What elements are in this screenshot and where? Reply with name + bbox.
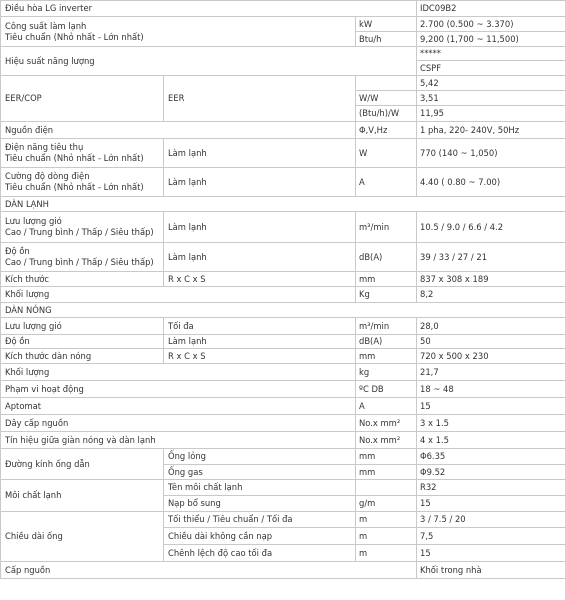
table-row <box>1 562 565 579</box>
power-source-label: Nguồn điện <box>1 122 356 139</box>
model-code: IDC09B2 <box>417 1 565 17</box>
table-row <box>1 512 565 528</box>
cspf-label: CSPF <box>417 61 565 76</box>
capacity-value-kw: 2.700 (0.500 ~ 3.370) <box>417 17 565 32</box>
table-row <box>1 415 565 432</box>
table-row <box>1 398 565 415</box>
capacity-value-btu: 9,200 (1,700 ~ 11,500) <box>417 32 565 47</box>
table-row <box>1 318 565 335</box>
outdoor-weight-unit: kg <box>356 364 417 381</box>
pipe-height-label: Chênh lệch độ cao tối đa <box>164 545 356 562</box>
capacity-unit-btu: Btu/h <box>356 32 417 47</box>
consumption-label <box>1 139 164 168</box>
power-supply-label: Cấp nguồn <box>1 562 417 579</box>
pipe-length-nocharge-unit: m <box>356 528 417 545</box>
table-row <box>1 449 565 465</box>
refrigerant-name-label: Tên môi chất lạnh <box>164 480 356 496</box>
table-row <box>1 139 565 168</box>
indoor-noise-mode: Làm lạnh <box>164 243 356 272</box>
blank-cell <box>356 480 417 496</box>
power-cable-label: Dây cấp nguồn <box>1 415 356 432</box>
signal-cable-value: 4 x 1.5 <box>417 432 565 449</box>
pipe-liquid-value: Φ6.35 <box>417 449 565 465</box>
outdoor-section-header: DÀN NÓNG <box>1 303 565 318</box>
operating-range-value: 18 ~ 48 <box>417 381 565 398</box>
outdoor-size-unit: mm <box>356 349 417 364</box>
cspf-value: 5,42 <box>417 76 565 91</box>
outdoor-airflow-mode: Tối đa <box>164 318 356 335</box>
indoor-size-unit: mm <box>356 272 417 287</box>
refrigerant-charge-label: Nạp bổ sung <box>164 496 356 512</box>
outdoor-size-label: Kích thước dàn nóng <box>1 349 164 364</box>
indoor-airflow-unit: m³/min <box>356 212 417 243</box>
capacity-label-line2: Tiêu chuẩn (Nhỏ nhất - Lớn nhất) <box>5 31 144 42</box>
table-row <box>1 122 565 139</box>
operating-range-unit: ºC DB <box>356 381 417 398</box>
outdoor-size-dims: R x C x S <box>164 349 356 364</box>
eer-unit-btu: (Btu/h)/W <box>356 106 417 122</box>
pipe-gas-unit: mm <box>356 465 417 480</box>
current-label <box>1 168 164 197</box>
current-unit: A <box>356 168 417 197</box>
outdoor-airflow-unit: m³/min <box>356 318 417 335</box>
power-source-value: 1 pha, 220- 240V, 50Hz <box>417 122 565 139</box>
table-row <box>1 364 565 381</box>
current-label-line2: Tiêu chuẩn (Nhỏ nhất - Lớn nhất) <box>5 182 144 192</box>
consumption-label-line1: Điện năng tiêu thụ <box>5 142 84 152</box>
table-row <box>1 212 565 243</box>
eer-value-ww: 3,51 <box>417 91 565 106</box>
pipe-length-std-label: Tối thiểu / Tiêu chuẩn / Tối đa <box>164 512 356 528</box>
refrigerant-charge-value: 15 <box>417 496 565 512</box>
table-row <box>1 1 565 17</box>
consumption-mode: Làm lạnh <box>164 139 356 168</box>
indoor-noise-label-line2: Cao / Trung bình / Thấp / Siêu thấp) <box>5 257 154 267</box>
eer-label: EER <box>164 76 356 122</box>
pipe-height-unit: m <box>356 545 417 562</box>
signal-cable-unit: No.x mm² <box>356 432 417 449</box>
current-value: 4.40 ( 0.80 ~ 7.00) <box>417 168 565 197</box>
table-row <box>1 432 565 449</box>
outdoor-noise-mode: Làm lạnh <box>164 335 356 349</box>
indoor-noise-unit: dB(A) <box>356 243 417 272</box>
consumption-label-line2: Tiêu chuẩn (Nhỏ nhất - Lớn nhất) <box>5 153 144 163</box>
pipe-liquid-unit: mm <box>356 449 417 465</box>
power-source-unit: Φ,V,Hz <box>356 122 417 139</box>
indoor-noise-label <box>1 243 164 272</box>
power-cable-unit: No.x mm² <box>356 415 417 432</box>
pipe-length-nocharge-label: Chiều dài không cần nạp <box>164 528 356 545</box>
pipe-height-value: 15 <box>417 545 565 562</box>
outdoor-weight-label: Khối lượng <box>1 364 356 381</box>
consumption-value: 770 (140 ~ 1,050) <box>417 139 565 168</box>
breaker-unit: A <box>356 398 417 415</box>
capacity-label <box>1 17 356 47</box>
outdoor-noise-label: Độ ồn <box>1 335 164 349</box>
indoor-airflow-value: 10.5 / 9.0 / 6.6 / 4.2 <box>417 212 565 243</box>
outdoor-noise-value: 50 <box>417 335 565 349</box>
indoor-noise-value: 39 / 33 / 27 / 21 <box>417 243 565 272</box>
indoor-airflow-mode: Làm lạnh <box>164 212 356 243</box>
capacity-unit-kw: kW <box>356 17 417 32</box>
breaker-label: Aptomat <box>1 398 356 415</box>
pipe-length-std-unit: m <box>356 512 417 528</box>
indoor-noise-label-line1: Độ ồn <box>5 246 30 256</box>
pipe-gas-value: Φ9.52 <box>417 465 565 480</box>
indoor-size-value: 837 x 308 x 189 <box>417 272 565 287</box>
outdoor-airflow-value: 28,0 <box>417 318 565 335</box>
outdoor-weight-value: 21,7 <box>417 364 565 381</box>
table-row <box>1 76 565 91</box>
refrigerant-charge-unit: g/m <box>356 496 417 512</box>
consumption-unit: W <box>356 139 417 168</box>
current-label-line1: Cường độ dòng điện <box>5 171 90 181</box>
table-row <box>1 381 565 398</box>
efficiency-label: Hiệu suất năng lượng <box>1 47 417 76</box>
indoor-size-label: Kích thước <box>1 272 164 287</box>
capacity-label-line1: Công suất làm lạnh <box>5 20 87 31</box>
pipe-gas-label: Ống gas <box>164 465 356 480</box>
table-row <box>1 480 565 496</box>
outdoor-airflow-label: Lưu lượng gió <box>1 318 164 335</box>
table-row <box>1 349 565 364</box>
power-cable-value: 3 x 1.5 <box>417 415 565 432</box>
eer-value-btu: 11,95 <box>417 106 565 122</box>
table-row <box>1 168 565 197</box>
eer-cop-label: EER/COP <box>1 76 164 122</box>
breaker-value: 15 <box>417 398 565 415</box>
refrigerant-label: Môi chất lạnh <box>1 480 164 512</box>
indoor-section-header: DÀN LẠNH <box>1 197 565 212</box>
indoor-airflow-label <box>1 212 164 243</box>
eer-unit-ww: W/W <box>356 91 417 106</box>
table-row <box>1 47 565 61</box>
indoor-weight-value: 8,2 <box>417 287 565 303</box>
table-row <box>1 243 565 272</box>
indoor-weight-unit: Kg <box>356 287 417 303</box>
pipe-diameter-label: Đường kính ống dẫn <box>1 449 164 480</box>
indoor-weight-label: Khối lượng <box>1 287 356 303</box>
pipe-liquid-label: Ống lỏng <box>164 449 356 465</box>
pipe-length-std-value: 3 / 7.5 / 20 <box>417 512 565 528</box>
power-supply-value: Khối trong nhà <box>417 562 565 579</box>
indoor-airflow-label-line2: Cao / Trung bình / Thấp / Siêu thấp) <box>5 227 154 237</box>
signal-cable-label: Tín hiệu giữa giàn nóng và dàn lạnh <box>1 432 356 449</box>
table-row <box>1 272 565 287</box>
indoor-airflow-label-line1: Lưu lượng gió <box>5 216 62 226</box>
pipe-length-label: Chiều dài ống <box>1 512 164 562</box>
table-row <box>1 17 565 32</box>
outdoor-noise-unit: dB(A) <box>356 335 417 349</box>
outdoor-size-value: 720 x 500 x 230 <box>417 349 565 364</box>
table-row <box>1 197 565 212</box>
table-row <box>1 303 565 318</box>
current-mode: Làm lạnh <box>164 168 356 197</box>
efficiency-stars: ***** <box>417 47 565 61</box>
refrigerant-name-value: R32 <box>417 480 565 496</box>
pipe-length-nocharge-value: 7,5 <box>417 528 565 545</box>
indoor-size-dims: R x C x S <box>164 272 356 287</box>
operating-range-label: Phạm vi hoạt động <box>1 381 356 398</box>
blank-cell <box>356 76 417 91</box>
table-row <box>1 287 565 303</box>
product-title: Điều hòa LG inverter <box>1 1 417 17</box>
table-row <box>1 335 565 349</box>
